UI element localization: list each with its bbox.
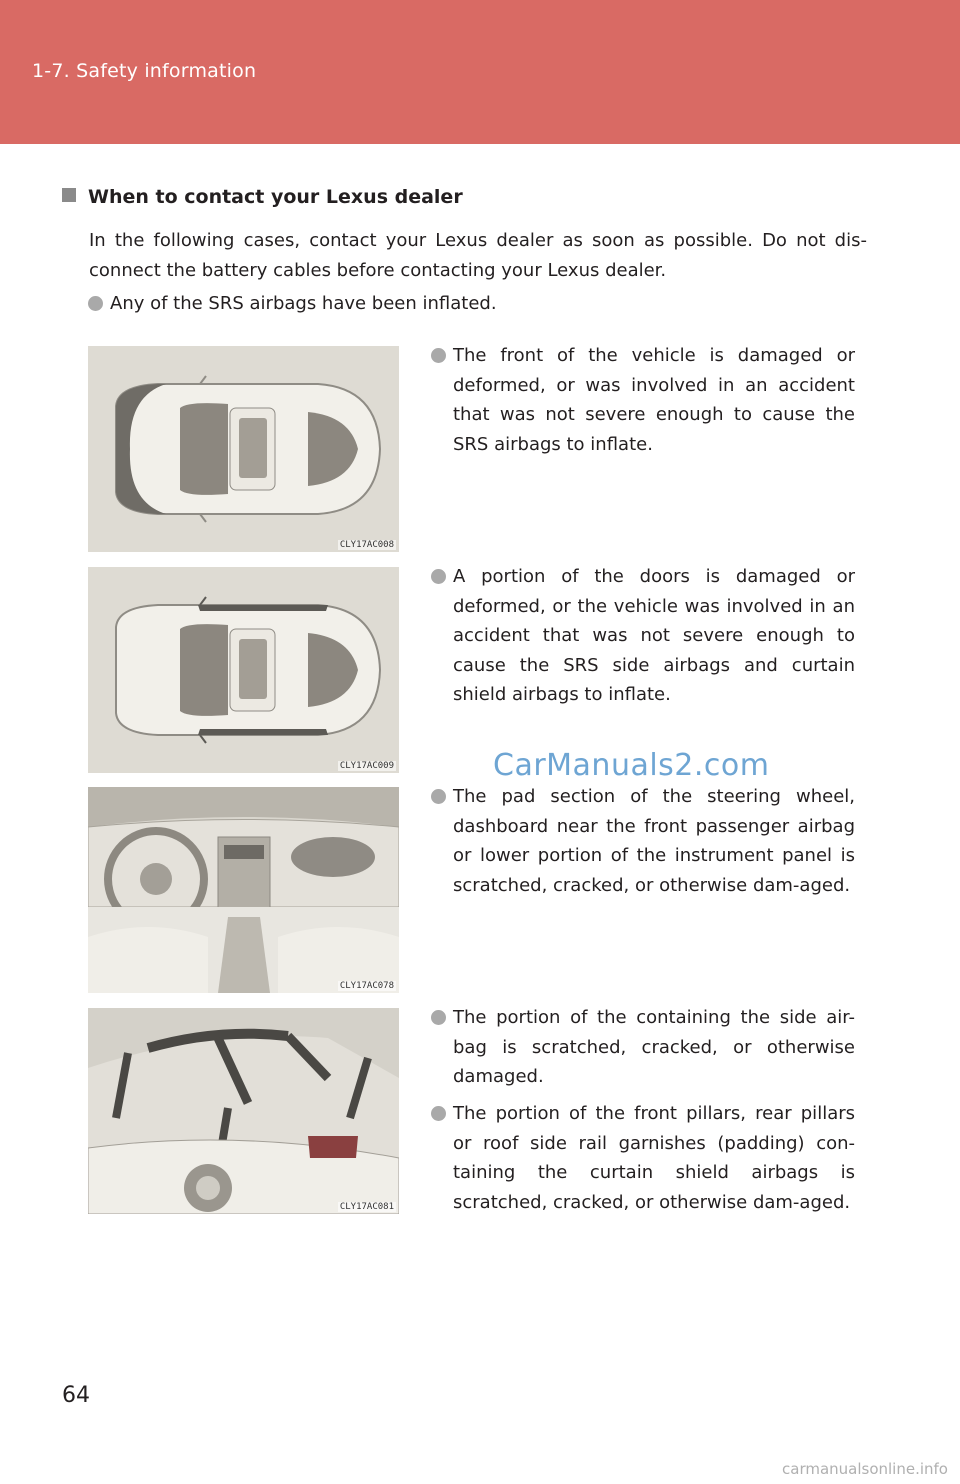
footer-link[interactable]: carmanualsonline.info — [782, 1460, 948, 1478]
bullet-icon — [431, 1010, 446, 1025]
figure-dashboard — [88, 787, 399, 993]
list-item — [431, 782, 855, 900]
list-item — [431, 341, 855, 459]
page-header — [0, 0, 960, 144]
figure-car-door-damage — [88, 567, 399, 773]
figure-code: CLY17AC081 — [339, 1202, 394, 1212]
bullet-icon — [88, 296, 103, 311]
list-item-text: The portion of the front pillars, rear pillars or roof side rail garnishes (padding) con-taining the curtain shield airbags is scratched, cracked, or otherwise dam-aged. — [453, 1103, 855, 1213]
section-heading — [62, 186, 463, 208]
bullet-icon — [431, 1106, 446, 1121]
list-item-text: Any of the SRS airbags have been inflated. — [110, 293, 497, 314]
figure-code: CLY17AC078 — [339, 981, 394, 991]
page-number: 64 — [62, 1383, 90, 1408]
list-item-text: A portion of the doors is damaged or deformed, or the vehicle was involved in an accident that was not severe enough to cause the SRS side airbags and curtain shield airbags to inflate. — [453, 566, 855, 705]
list-item-text: The portion of the containing the side air-bag is scratched, cracked, or otherwise damaged. — [453, 1007, 855, 1087]
side-airbag-illustration — [88, 1008, 399, 1214]
list-item — [431, 562, 855, 710]
watermark: CarManuals2.com — [493, 748, 770, 783]
list-item — [88, 289, 868, 319]
intro-paragraph: In the following cases, contact your Lexus dealer as soon as possible. Do not dis-connect the battery cables before contacting your Lexus dealer. — [89, 230, 867, 281]
figure-car-front-damage — [88, 346, 399, 552]
section-title: 1-7. Safety information — [32, 60, 257, 82]
list-item — [431, 1003, 855, 1092]
bullet-icon — [431, 569, 446, 584]
figure-code: CLY17AC008 — [339, 540, 394, 550]
square-bullet-icon — [62, 188, 76, 202]
car-top-view-illustration — [88, 346, 399, 552]
figure-side-pillars — [88, 1008, 399, 1214]
list-item-text: The front of the vehicle is damaged or deformed, or was involved in an accident that was not severe enough to cause the SRS airbags to inflate. — [453, 345, 855, 455]
bullet-icon — [431, 789, 446, 804]
list-item-text: The pad section of the steering wheel, dashboard near the front passenger airbag or lower portion of the instrument panel is scratched, cracked, or otherwise dam-aged. — [453, 786, 855, 896]
car-top-view-illustration — [88, 567, 399, 773]
dashboard-illustration — [88, 787, 399, 993]
section-heading-text: When to contact your Lexus dealer — [88, 186, 463, 208]
bullet-icon — [431, 348, 446, 363]
list-item — [431, 1099, 855, 1217]
figure-code: CLY17AC009 — [339, 761, 394, 771]
